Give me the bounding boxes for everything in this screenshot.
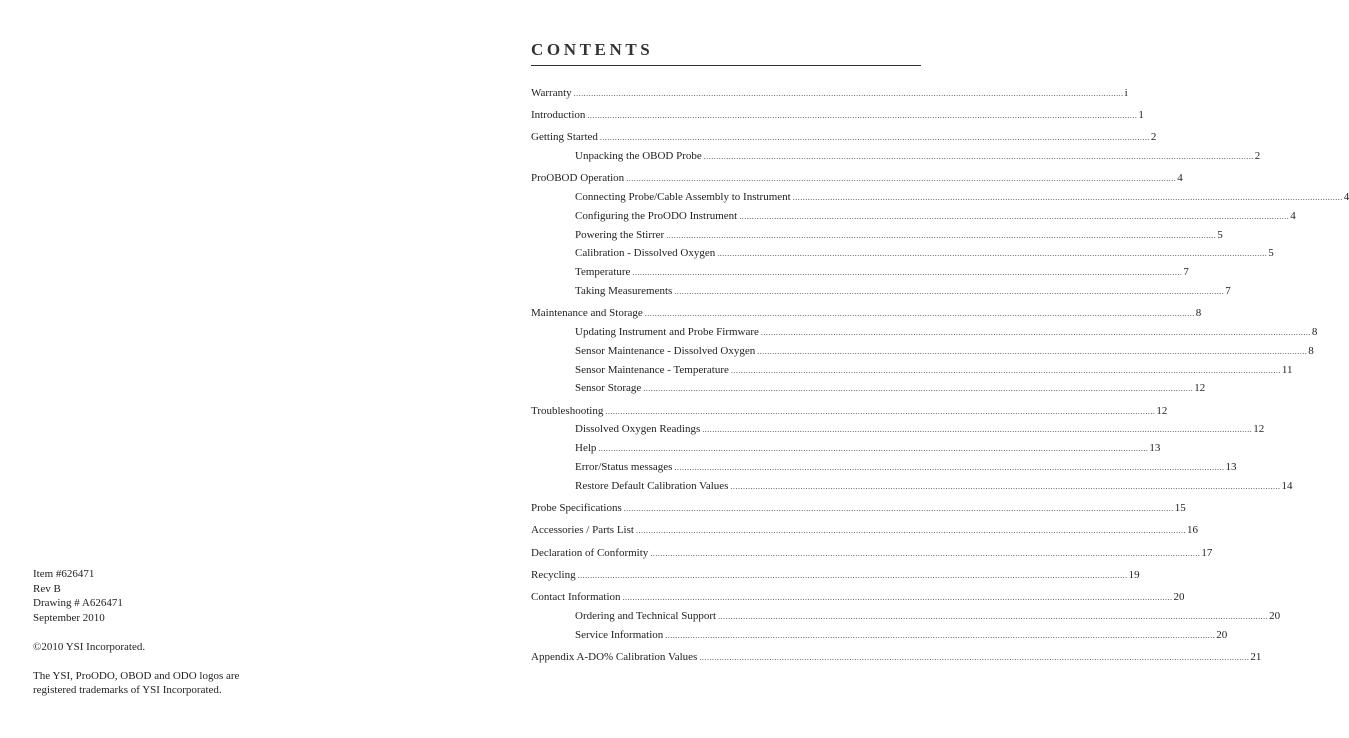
toc-subentry[interactable] <box>575 441 1161 455</box>
dot-leader: ............................................................................................................................................................................................................................ <box>730 482 1281 491</box>
toc-entry-label: Powering the Stirrer <box>575 229 665 241</box>
toc-page-number: 4 <box>1290 210 1296 222</box>
document-info <box>33 567 333 698</box>
toc-subentry[interactable] <box>575 265 1189 279</box>
dot-leader: ............................................................................................................................................................................................................................ <box>650 549 1201 558</box>
toc-entry-label: Help <box>575 442 597 454</box>
toc-entry-label: Dissolved Oxygen Readings <box>575 423 701 435</box>
toc-entry[interactable] <box>531 108 1144 122</box>
dot-leader: ............................................................................................................................................................................................................................ <box>718 612 1269 621</box>
toc-entry-label: Configuring the ProODO Instrument <box>575 210 738 222</box>
toc-entry[interactable] <box>531 501 1186 515</box>
spacer <box>33 654 333 669</box>
toc-entry-label: Troubleshooting <box>531 405 604 417</box>
item-number: Item #626471 <box>33 568 95 580</box>
dot-leader: ............................................................................................................................................................................................................................ <box>599 133 1150 142</box>
dot-leader: ............................................................................................................................................................................................................................ <box>632 268 1183 277</box>
toc-subentry[interactable] <box>575 284 1231 298</box>
toc-entry[interactable] <box>531 590 1185 604</box>
toc-page-number: 13 <box>1225 461 1237 473</box>
toc-subentry[interactable] <box>575 609 1281 623</box>
dot-leader: ............................................................................................................................................................................................................................ <box>665 631 1216 640</box>
toc-entry-label: Maintenance and Storage <box>531 307 643 319</box>
dot-leader: ............................................................................................................................................................................................................................ <box>757 347 1308 356</box>
toc-entry-label: Probe Specifications <box>531 502 622 514</box>
toc-page-number: 8 <box>1311 326 1318 338</box>
toc-entry[interactable] <box>531 404 1168 418</box>
toc-page-number: 14 <box>1281 480 1293 492</box>
toc-entry-label: Updating Instrument and Probe Firmware <box>575 326 759 338</box>
toc-page-number: 1 <box>1138 109 1144 121</box>
toc-page-number: 11 <box>1281 364 1293 376</box>
toc-entry[interactable] <box>531 171 1183 185</box>
toc-subentry[interactable] <box>575 363 1293 377</box>
toc-subentry[interactable] <box>575 628 1228 642</box>
toc-page-number: 20 <box>1216 629 1228 641</box>
toc-entry-label: Connecting Probe/Cable Assembly to Instrument <box>575 191 791 203</box>
toc-entry-label: Error/Status messages <box>575 461 673 473</box>
toc-entry-label: Accessories / Parts List <box>531 524 634 536</box>
dot-leader: ............................................................................................................................................................................................................................ <box>674 463 1225 472</box>
dot-leader: ............................................................................................................................................................................................................................ <box>792 193 1343 202</box>
toc-entry-label: Recycling <box>531 569 576 581</box>
dot-leader: ............................................................................................................................................................................................................................ <box>702 425 1253 434</box>
table-of-contents <box>531 40 1349 663</box>
toc-page-number: 8 <box>1195 307 1202 319</box>
toc-page-number: 7 <box>1225 285 1231 297</box>
dot-leader: ............................................................................................................................................................................................................................ <box>622 593 1173 602</box>
toc-entry-label: Temperature <box>575 266 631 278</box>
toc-entry-label: Sensor Storage <box>575 382 642 394</box>
toc-subentry[interactable] <box>575 149 1261 163</box>
toc-subentry[interactable] <box>575 325 1318 339</box>
toc-entry-label: Appendix A-DO% Calibration Values <box>531 651 698 663</box>
toc-page-number: 19 <box>1128 569 1140 581</box>
toc-entry-label: Getting Started <box>531 131 598 143</box>
dot-leader: ............................................................................................................................................................................................................................ <box>598 444 1149 453</box>
toc-subentry[interactable] <box>575 381 1206 395</box>
toc-entry-label: Calibration - Dissolved Oxygen <box>575 247 716 259</box>
toc-entry-label: Contact Information <box>531 591 621 603</box>
toc-page-number: 12 <box>1156 405 1168 417</box>
toc-entry-label: ProOBOD Operation <box>531 172 625 184</box>
revision: Rev B <box>33 582 61 595</box>
toc-page-number: 12 <box>1194 382 1206 394</box>
toc-entry-label: Declaration of Conformity <box>531 547 649 559</box>
toc-page-number: 16 <box>1186 524 1198 536</box>
toc-page-number: 4 <box>1343 191 1349 203</box>
toc-entry-label: Sensor Maintenance - Dissolved Oxygen <box>575 345 756 357</box>
toc-subentry[interactable] <box>575 460 1237 474</box>
dot-leader: ............................................................................................................................................................................................................................ <box>573 89 1124 98</box>
publication-date: September 2010 <box>33 611 105 624</box>
toc-page-number: 20 <box>1173 591 1185 603</box>
toc-entry-label: Restore Default Calibration Values <box>575 480 729 492</box>
toc-page-number: 12 <box>1253 423 1265 435</box>
toc-page-number: 7 <box>1183 266 1189 278</box>
toc-page-number: 8 <box>1308 345 1314 357</box>
dot-leader: ............................................................................................................................................................................................................................ <box>760 328 1311 337</box>
copyright: ©2010 YSI Incorporated. <box>33 640 146 653</box>
toc-entry[interactable] <box>531 523 1198 537</box>
dot-leader: ............................................................................................................................................................................................................................ <box>739 212 1290 221</box>
dot-leader: ............................................................................................................................................................................................................................ <box>605 407 1156 416</box>
toc-entry-label: Taking Measurements <box>575 285 673 297</box>
toc-page-number: 2 <box>1254 150 1261 162</box>
dot-leader: ............................................................................................................................................................................................................................ <box>717 249 1268 258</box>
toc-page-number: 20 <box>1269 610 1281 622</box>
toc-entry-label: Sensor Maintenance - Temperature <box>575 364 729 376</box>
toc-subentry[interactable] <box>575 209 1296 223</box>
toc-page-number: 21 <box>1250 651 1262 663</box>
toc-page-number: 4 <box>1177 172 1183 184</box>
toc-page-number: 5 <box>1268 247 1274 259</box>
dot-leader: ............................................................................................................................................................................................................................ <box>635 526 1186 535</box>
toc-subentry[interactable] <box>575 479 1293 493</box>
toc-entry[interactable] <box>531 306 1202 320</box>
dot-leader: ............................................................................................................................................................................................................................ <box>623 504 1174 513</box>
toc-entry-label: Introduction <box>531 109 586 121</box>
toc-page-number: 2 <box>1150 131 1157 143</box>
toc-entry[interactable] <box>531 650 1262 664</box>
toc-page-number: 13 <box>1149 442 1161 454</box>
toc-entry-label: Warranty <box>531 87 572 99</box>
dot-leader: ............................................................................................................................................................................................................................ <box>644 309 1195 318</box>
dot-leader: ............................................................................................................................................................................................................................ <box>699 653 1250 662</box>
toc-page-number: 5 <box>1217 229 1223 241</box>
contents-title: CONTENTS <box>531 40 921 66</box>
dot-leader: ............................................................................................................................................................................................................................ <box>577 571 1128 580</box>
dot-leader: ............................................................................................................................................................................................................................ <box>643 384 1194 393</box>
dot-leader: ............................................................................................................................................................................................................................ <box>587 111 1138 120</box>
toc-subentry[interactable] <box>575 422 1265 436</box>
dot-leader: ............................................................................................................................................................................................................................ <box>730 366 1281 375</box>
toc-subentry[interactable] <box>575 246 1274 260</box>
toc-entry[interactable] <box>531 568 1140 582</box>
toc-page-number: 15 <box>1174 502 1186 514</box>
toc-subentry[interactable] <box>575 190 1349 204</box>
toc-entry-label: Service Information <box>575 629 664 641</box>
dot-leader: ............................................................................................................................................................................................................................ <box>626 174 1177 183</box>
toc-entry-label: Ordering and Technical Support <box>575 610 717 622</box>
trademark-line-1: The YSI, ProODO, OBOD and ODO logos are <box>33 669 240 682</box>
dot-leader: ............................................................................................................................................................................................................................ <box>666 231 1217 240</box>
toc-page-number: 17 <box>1201 547 1213 559</box>
toc-page-number: i <box>1124 87 1128 99</box>
dot-leader: ............................................................................................................................................................................................................................ <box>674 287 1225 296</box>
dot-leader: ............................................................................................................................................................................................................................ <box>703 152 1254 161</box>
toc-entry-label: Unpacking the OBOD Probe <box>575 150 702 162</box>
drawing-number: Drawing # A626471 <box>33 597 123 609</box>
toc-entry[interactable] <box>531 130 1157 144</box>
toc-entry[interactable] <box>531 86 1128 100</box>
toc-entry[interactable] <box>531 546 1213 560</box>
trademark-line-2: registered trademarks of YSI Incorporated. <box>33 684 222 696</box>
spacer <box>33 625 333 640</box>
toc-subentry[interactable] <box>575 228 1223 242</box>
toc-subentry[interactable] <box>575 344 1314 358</box>
